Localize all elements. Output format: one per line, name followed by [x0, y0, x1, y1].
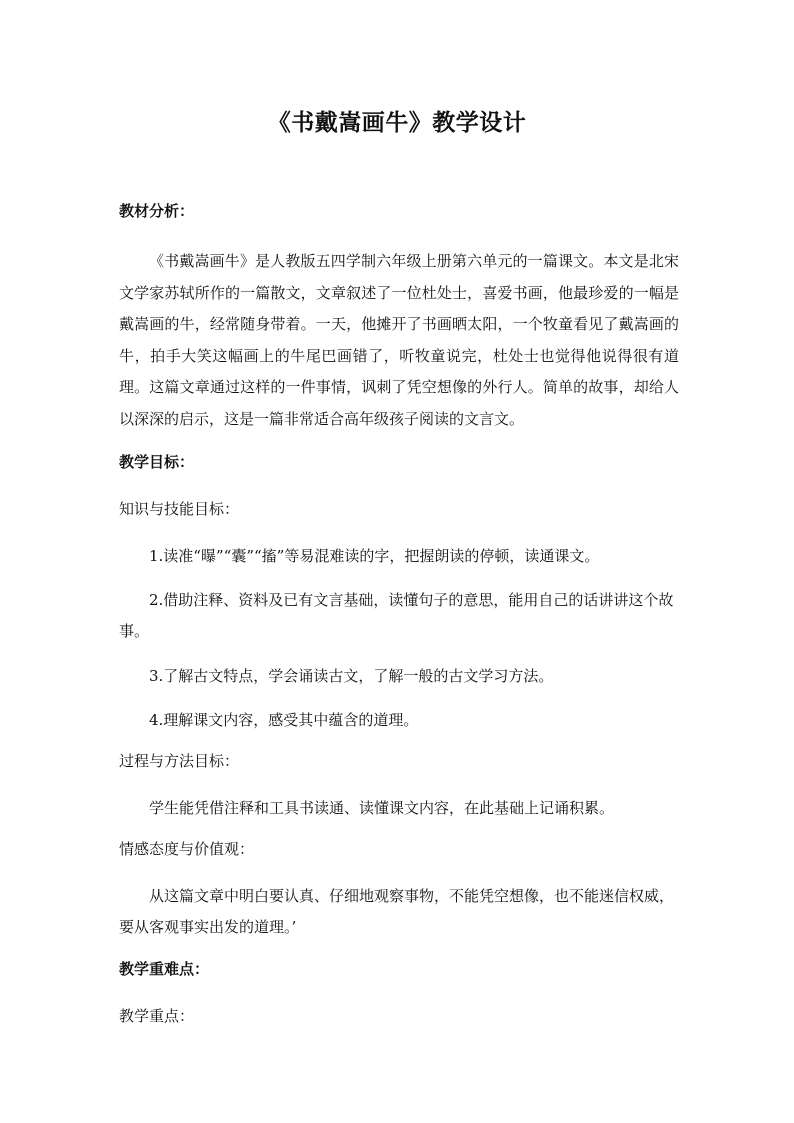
knowledge-label: 知识与技能目标： [119, 499, 240, 518]
focus-label: 教学重点： [119, 1006, 195, 1025]
analysis-paragraph: 《书戴嵩画牛》是人教版五四学制六年级上册第六单元的一篇课文。本文是北宋文学家苏轼所作的一篇散文，文章叙述了一位杜处士，喜爱书画，他最珍爱的一幅是戴嵩画的牛，经常随身带着。一天，他摊开了书画晒太阳，一个牧童看见了戴嵩画的牛，拍手大笑这幅画上的牛尾巴画错了，听牧童说完，杜处士也觉得他说得很有道理。这篇文章通过这样的一件事情，讽刺了凭空想像的外行人。简单的故事，却给人以深深的启示，这是一篇非常适合高年级孩子阅读的文言文。 [119, 252, 679, 428]
analysis-heading: 教材分析： [119, 202, 195, 220]
process-paragraph: 学生能凭借注释和工具书读通、读懂课文内容，在此基础上记诵积累。 [149, 798, 615, 817]
difficulty-heading: 教学重难点： [119, 959, 210, 978]
document-body [119, 199, 679, 1048]
document-title: 《书戴嵩画牛》教学设计 [267, 109, 527, 136]
knowledge-item: 4.理解课文内容，感受其中蕴含的道理。 [149, 710, 419, 729]
emotion-label: 情感态度与价值观： [119, 839, 255, 858]
knowledge-item: 3.了解古文特点，学会诵读古文，了解一般的古文学习方法。 [149, 666, 554, 685]
knowledge-item: 2.借助注释、资料及已有文言基础，读懂句子的意思，能用自己的话讲讲这个故事。 [119, 590, 674, 640]
process-label: 过程与方法目标： [119, 751, 240, 770]
emotion-paragraph: 从这篇文章中明白要认真、仔细地观察事物，不能凭空想像，也不能迷信权威，要从客观事实出发的道理。’ [119, 886, 675, 936]
goals-heading: 教学目标： [119, 452, 195, 471]
knowledge-item: 1.读准“曝”“囊”“搐”等易混难读的字，把握朗读的停顿，读通课文。 [149, 546, 600, 565]
